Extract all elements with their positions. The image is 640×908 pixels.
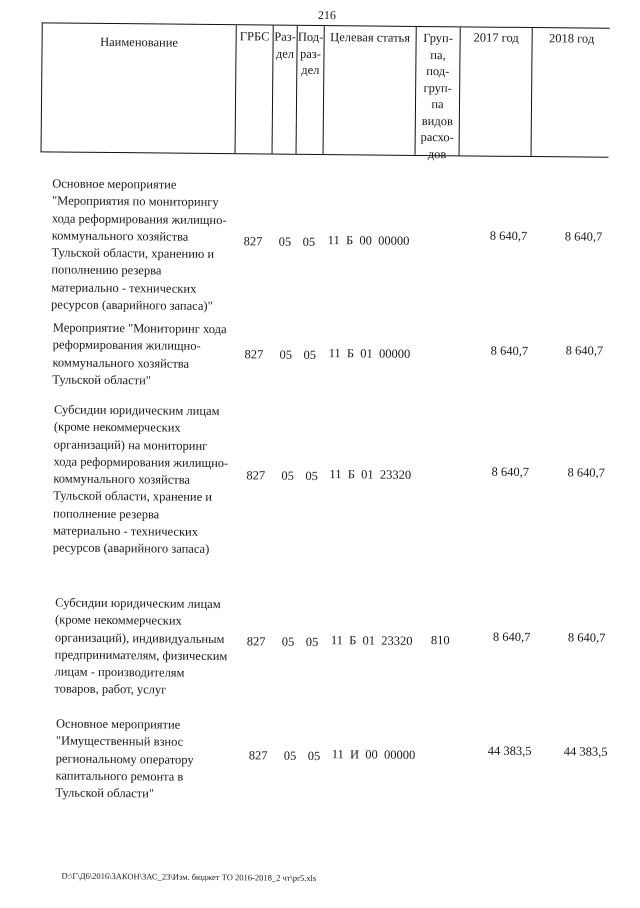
row-grbs: 827 — [244, 347, 264, 362]
table-row — [0, 594, 634, 698]
row-value-2018: 8 640,7 — [567, 630, 606, 645]
header-year-2018 — [531, 28, 611, 157]
header-expense-group-line: Груп- — [423, 30, 454, 46]
header-expense-group-line: груп- — [423, 80, 452, 95]
row-target-article: 11 Б 00 00000 — [327, 233, 410, 248]
row-expense-group: 810 — [430, 633, 450, 648]
header-razdel-line: дел — [275, 46, 295, 61]
row-razdel: 05 — [278, 234, 292, 249]
header-expense-group-line: па — [431, 97, 444, 112]
row-grbs: 827 — [246, 634, 266, 649]
header-podrazdel-line: дел — [301, 62, 320, 77]
row-value-2017: 8 640,7 — [489, 228, 528, 243]
header-expense-group-line: расхо- — [420, 129, 454, 145]
header-expense-group-line: видов — [421, 113, 453, 128]
header-razdel — [272, 26, 297, 154]
table-row — [0, 715, 633, 801]
row-podrazdel: 05 — [303, 347, 317, 362]
header-target-article-label: Целевая статья — [330, 30, 411, 45]
table-row — [0, 175, 638, 314]
row-name: Основное мероприятие "Мероприятия по мониторингу хода реформирования жилищно- коммунального хозяйства Тульской области, хранению и пополнению резерва материально - технических ресурсов (аварийного запаса)" — [50, 176, 227, 314]
table-header — [41, 22, 610, 161]
row-grbs: 827 — [248, 748, 268, 763]
header-grbs — [235, 25, 273, 153]
header-year-2017 — [459, 27, 532, 156]
row-name: Мероприятие "Мониторинг хода реформирования жилищно- коммунального хозяйства Тульской области" — [52, 320, 227, 388]
header-name-label: Наименование — [100, 34, 179, 50]
row-grbs: 827 — [243, 234, 263, 249]
header-podrazdel-line: раз- — [299, 46, 322, 61]
row-value-2018: 44 383,5 — [563, 744, 608, 759]
header-year-2018-label: 2018 год — [548, 31, 595, 46]
page-number: 216 — [317, 7, 336, 23]
row-name: Основное мероприятие "Имущественный взнос региональному оператору капитального ремонта в Тульской области" — [55, 716, 194, 801]
row-value-2018: 8 640,7 — [567, 465, 606, 480]
header-expense-group-line: па, — [430, 47, 446, 62]
header-razdel-line: Раз- — [274, 29, 297, 44]
row-razdel: 05 — [279, 347, 293, 362]
header-expense-group-line: под- — [426, 64, 450, 79]
row-podrazdel: 05 — [305, 634, 319, 650]
row-value-2018: 8 640,7 — [564, 229, 603, 244]
row-value-2017: 8 640,7 — [490, 343, 529, 359]
row-value-2017: 8 640,7 — [492, 629, 531, 645]
header-target-article — [323, 26, 416, 155]
row-razdel: 05 — [281, 468, 294, 483]
header-grbs-label: ГРБС — [239, 29, 270, 44]
row-podrazdel: 05 — [305, 468, 318, 484]
table-row — [0, 401, 636, 557]
row-target-article: 11 И 00 00000 — [331, 747, 416, 762]
header-podrazdel — [296, 26, 324, 154]
footer-file-path: D:\Г\Д6\2016\ЗАКОН\ЗАС_23\Изм. бюджет ТО 2016-2018_2 чт\pr5.xls — [61, 870, 317, 884]
row-razdel: 05 — [283, 748, 297, 763]
row-target-article: 11 Б 01 23320 — [329, 467, 412, 482]
header-expense-group — [415, 27, 460, 161]
header-name — [42, 23, 236, 153]
row-target-article: 11 Б 01 23320 — [330, 633, 413, 648]
row-name: Субсидии юридическим лицам (кроме некоммерческих организаций), индивидуальным предпринимателям, физическим лицам - производителям товаров, работ, услуг — [54, 595, 228, 698]
row-target-article: 11 Б 01 00000 — [328, 346, 411, 361]
row-name: Субсидии юридическим лицам (кроме некоммерческих организаций) на мониторинг хода реформирования жилищно- коммунального хозяйства Тульской области, хранение и пополнение резерва материально - технических ресурсов (аварийного запаса) — [52, 402, 229, 557]
row-value-2018: 8 640,7 — [565, 343, 604, 358]
header-year-2017-label: 2017 год — [473, 30, 519, 45]
row-podrazdel: 05 — [307, 748, 321, 764]
header-podrazdel-line: Под- — [297, 29, 324, 45]
row-grbs: 827 — [246, 468, 266, 483]
table-row — [0, 319, 637, 388]
row-podrazdel: 05 — [302, 234, 316, 249]
header-expense-group-line: дов — [427, 146, 447, 161]
row-value-2017: 8 640,7 — [491, 464, 530, 480]
row-razdel: 05 — [281, 634, 295, 649]
row-value-2017: 44 383,5 — [487, 743, 532, 759]
